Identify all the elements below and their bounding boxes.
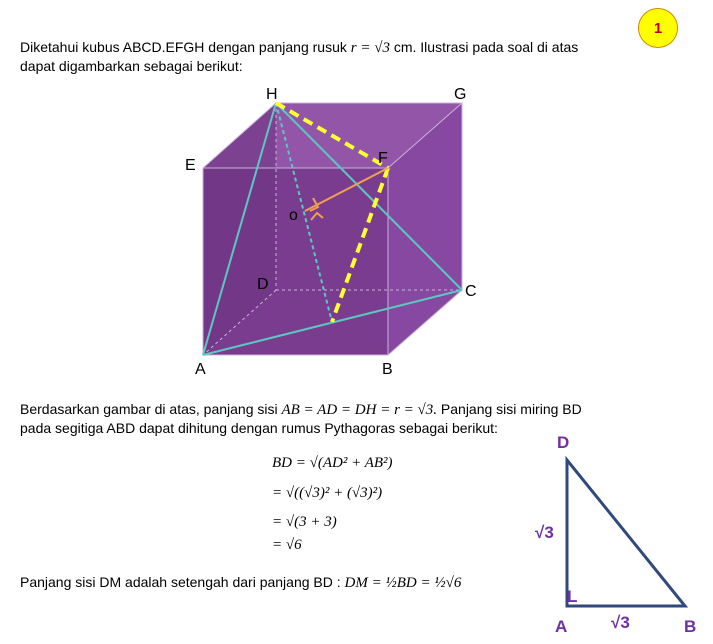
triangle-label-A: A xyxy=(555,617,568,636)
intro-line1-after: cm. Ilustrasi pada soal di atas xyxy=(393,39,579,55)
body-line1-math: AB = AD = DH = r = √3. xyxy=(281,402,438,418)
body-text-line2: pada segitiga ABD dapat dihitung dengan rumus Pythagoras sebagai berikut: xyxy=(20,420,498,436)
equation-4: = √6 xyxy=(272,537,302,553)
label-A: A xyxy=(195,361,206,378)
triangle-label-B: B xyxy=(684,617,697,636)
triangle-label-D: D xyxy=(557,433,570,452)
body-line1-before: Berdasarkan gambar di atas, panjang sisi xyxy=(20,401,278,417)
body-line1-after: Panjang sisi miring BD xyxy=(440,401,582,417)
intro-line1-before: Diketahui kubus ABCD.EFGH dengan panjang rusuk xyxy=(20,39,347,55)
equation-2: = √((√3)² + (√3)²) xyxy=(272,485,383,501)
label-B: B xyxy=(382,361,393,378)
label-D: D xyxy=(257,276,269,293)
dm-text-before: Panjang sisi DM adalah setengah dari panjang BD : xyxy=(20,574,341,590)
intro-line1-math: r = √3 xyxy=(350,40,390,56)
label-C: C xyxy=(465,283,477,300)
label-G: G xyxy=(454,86,467,103)
label-E: E xyxy=(185,157,196,174)
equation-3: = √(3 + 3) xyxy=(272,514,337,530)
triangle-label-side-left: √3 xyxy=(535,523,554,542)
intro-line2: dapat digambarkan sebagai berikut: xyxy=(20,58,243,74)
triangle-right-angle-mark: L xyxy=(567,587,578,606)
label-F: F xyxy=(378,150,388,167)
label-O: o xyxy=(289,207,298,224)
label-H: H xyxy=(266,86,278,103)
triangle-abd xyxy=(567,460,685,606)
dm-text-math: DM = ½BD = ½√6 xyxy=(344,575,462,591)
triangle-label-side-bottom: √3 xyxy=(611,613,630,632)
equation-1: BD = √(AD² + AB²) xyxy=(272,455,393,471)
question-number-badge: 1 xyxy=(638,8,678,48)
